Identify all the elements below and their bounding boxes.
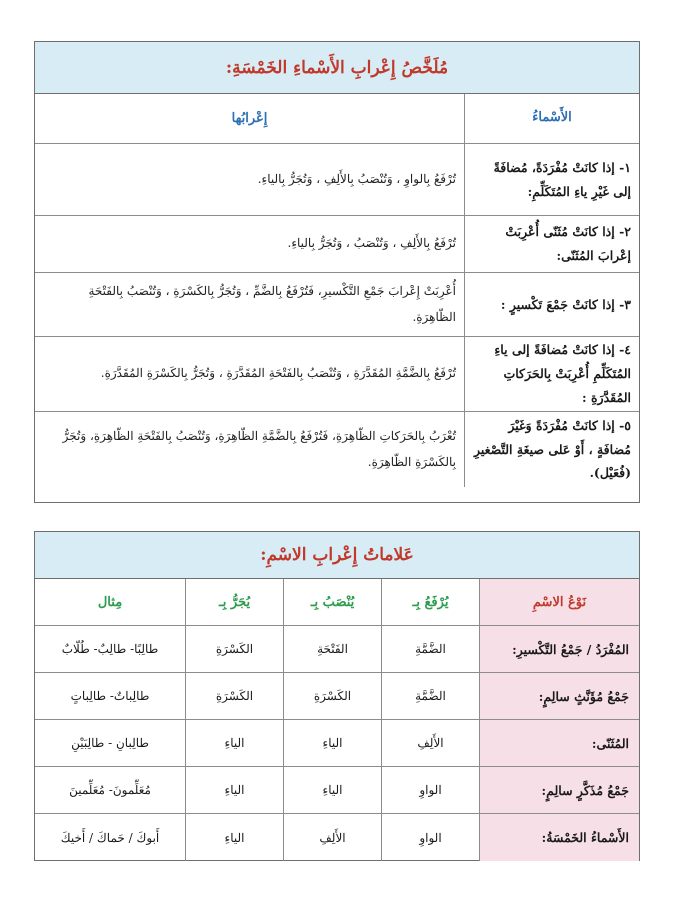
type-cell: جَمْعُ مُذَكَّرٍ سالِمٍ: (479, 767, 639, 813)
raf-cell: الواوِ (381, 767, 479, 813)
row-rule: تُرْفَعُ بِالضَّمَّةِ المُقَدَّرَةِ ، وَتُنْصَبُ بِالفَتْحَةِ المُقَدَّرَةِ ، وَتُجَرُّ بِالكَسْرَةِ المُقَدَّرَةِ. (100, 366, 456, 381)
row-name: ٤- إذا كانَتْ مُضافَةً إلى ياءِ المُتَكَلِّمِ أُعْرِبَتْ بِالحَرَكاتِ المُقَدَّرَةِ : (464, 337, 639, 411)
table-row (35, 720, 639, 767)
table-row (35, 412, 639, 487)
header-raf: يُرْفَعُ بِـ (381, 579, 479, 625)
example-cell: أَبوكَ / حَماكَ / أَخيكَ (60, 830, 160, 845)
summary-table (34, 41, 640, 503)
summary-title: مُلَخَّصُ إِعْرابِ الأَسْماءِ الخَمْسَةِ: (35, 42, 639, 94)
row-rule: أُعْرِبَتْ إِعْرابَ جَمْعِ التَّكْسيرِ، فَتُرْفَعُ بِالضَّمِّ ، وَتُجَرُّ بِالكَسْرَةِ ، وَتُنْصَبُ بِالفَتْحَةِ الظّاهِرَةِ. (88, 284, 456, 324)
row-name: ٢- إذا كانَتْ مُثَنّى أُعْرِبَتْ إعْرابَ المُثَنّى: (464, 216, 639, 272)
type-cell: المُثَنّى: (479, 720, 639, 766)
raf-cell: الضَّمَّةِ (381, 626, 479, 672)
table-row (35, 673, 639, 720)
table-row (35, 814, 639, 861)
header-jarr: يُجَرُّ بِـ (185, 579, 283, 625)
type-cell: الأَسْماءُ الخَمْسَةُ: (479, 814, 639, 861)
raf-cell: الواوِ (381, 814, 479, 861)
row-rule: تُرْفَعُ بِالواوِ ، وَتُنْصَبُ بِالأَلِفِ ، وَتُجَرُّ بِالياءِ. (257, 171, 456, 186)
row-rule: تُعْرَبُ بِالحَرَكاتِ الظّاهِرَةِ، فَتُرْفَعُ بِالضَّمَّةِ الظّاهِرَةِ، وَتُنْصَبُ بِالفَتْحَةِ الظّاهِرَةِ، وَتُجَرُّ بِالكَسْرَةِ الظّاهِرَةِ. (62, 429, 456, 469)
row-name: ٣- إذا كانَتْ جَمْعَ تَكْسيرٍ : (464, 273, 639, 336)
table-row (35, 216, 639, 273)
nasb-cell: الياءِ (283, 720, 381, 766)
nasb-cell: الأَلِفِ (283, 814, 381, 861)
jarr-cell: الكَسْرَةِ (185, 626, 283, 672)
raf-cell: الأَلِفِ (381, 720, 479, 766)
type-cell: جَمْعُ مُؤَنَّثٍ سالِمٍ: (479, 673, 639, 719)
row-name: ١- إذا كانَتْ مُفْرَدَةً، مُضافَةً إلى غَيْرِ ياءِ المُتَكَلِّمِ: (464, 144, 639, 215)
nasb-cell: الياءِ (283, 767, 381, 813)
row-name: ٥- إذا كانَتْ مُفْرَدَةً وَغَيْرَ مُضافَةٍ ، أَوْ عَلى صيغَةِ التَّصْغيرِ (فُعَيْل). (464, 412, 639, 487)
example-cell: طالِبًا- طالِبٌ- طُلّابٌ (61, 642, 159, 656)
header-irab: إِعْرابُها (231, 110, 268, 126)
summary-header-row (35, 94, 639, 144)
header-names: الأَسْماءُ (464, 94, 639, 143)
raf-cell: الضَّمَّةِ (381, 673, 479, 719)
table-row (35, 144, 639, 216)
example-cell: طالِبانِ - طالِبَيْنِ (71, 736, 149, 750)
table-row (35, 273, 639, 337)
jarr-cell: الياءِ (185, 720, 283, 766)
table-row (35, 626, 639, 673)
header-type: نَوْعُ الاسْمِ (479, 579, 639, 625)
jarr-cell: الياءِ (185, 814, 283, 861)
signs-title: عَلاماتُ إِعْرابِ الاسْمِ: (35, 532, 639, 579)
header-nasb: يُنْصَبُ بِـ (283, 579, 381, 625)
signs-table (34, 531, 640, 861)
type-cell: المُفْرَدُ / جَمْعُ التَّكْسيرِ: (479, 626, 639, 672)
header-example: مِثال (97, 594, 123, 610)
nasb-cell: الفَتْحَةِ (283, 626, 381, 672)
jarr-cell: الكَسْرَةِ (185, 673, 283, 719)
example-cell: مُعَلِّمونَ- مُعَلِّمينَ (69, 783, 151, 797)
example-cell: طالِباتٌ- طالِباتٍ (70, 689, 150, 703)
table-row (35, 337, 639, 412)
signs-header-row (35, 579, 639, 626)
nasb-cell: الكَسْرَةِ (283, 673, 381, 719)
row-rule: تُرْفَعُ بِالأَلِفِ ، وَتُنْصَبُ ، وَتُجَرُّ بِالياءِ. (287, 236, 456, 251)
table-row (35, 767, 639, 814)
jarr-cell: الياءِ (185, 767, 283, 813)
